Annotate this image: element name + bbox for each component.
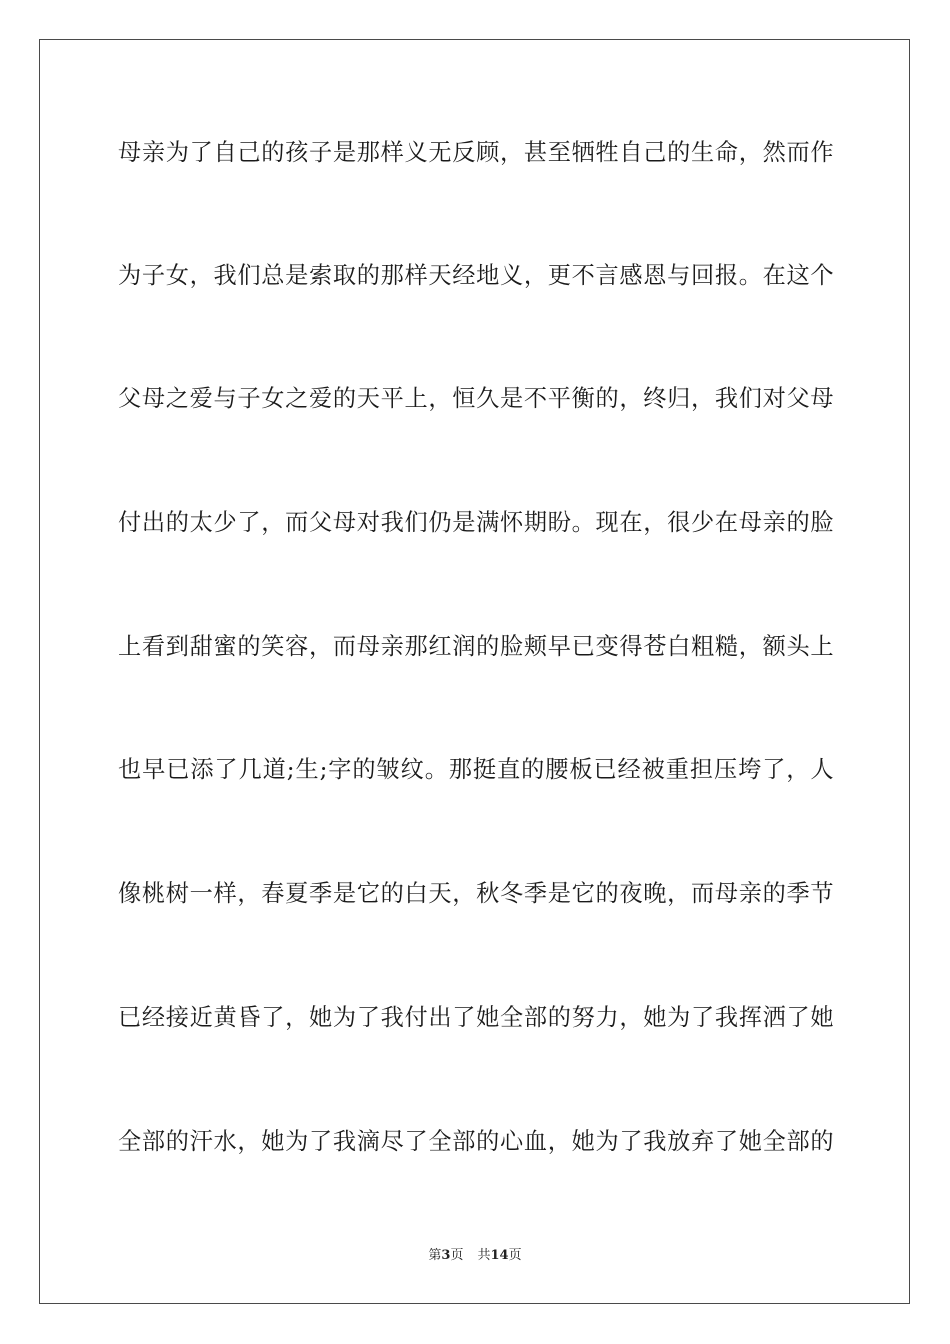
page-number-prefix: 第 <box>428 1248 442 1263</box>
page-footer <box>0 1247 950 1265</box>
text-line: 像桃树一样，春夏季是它的白天，秋冬季是它的夜晚，而母亲的季节 <box>118 880 834 907</box>
text-line: 付出的太少了，而父母对我们仍是满怀期盼。现在，很少在母亲的脸 <box>118 509 834 536</box>
page-border <box>39 39 910 1304</box>
text-line: 父母之爱与子女之爱的天平上，恒久是不平衡的，终归，我们对父母 <box>118 385 834 412</box>
text-line: 为子女，我们总是索取的那样天经地义，更不言感恩与回报。在这个 <box>118 262 834 289</box>
text-line: 全部的汗水，她为了我滴尽了全部的心血，她为了我放弃了她全部的 <box>118 1128 834 1155</box>
total-pages-suffix: 页 <box>508 1248 522 1263</box>
text-line: 母亲为了自己的孩子是那样义无反顾，甚至牺牲自己的生命，然而作 <box>118 139 834 166</box>
page-number-suffix: 页 <box>450 1248 464 1263</box>
text-line: 也早已添了几道;生;字的皱纹。那挺直的腰板已经被重担压垮了，人 <box>118 756 834 783</box>
text-line: 上看到甜蜜的笑容，而母亲那红润的脸颊早已变得苍白粗糙，额头上 <box>118 633 834 660</box>
text-line: 已经接近黄昏了，她为了我付出了她全部的努力，她为了我挥洒了她 <box>118 1004 834 1031</box>
total-pages: 14 <box>490 1248 509 1263</box>
page-number: 3 <box>441 1248 451 1263</box>
total-pages-prefix: 共 <box>477 1248 491 1263</box>
